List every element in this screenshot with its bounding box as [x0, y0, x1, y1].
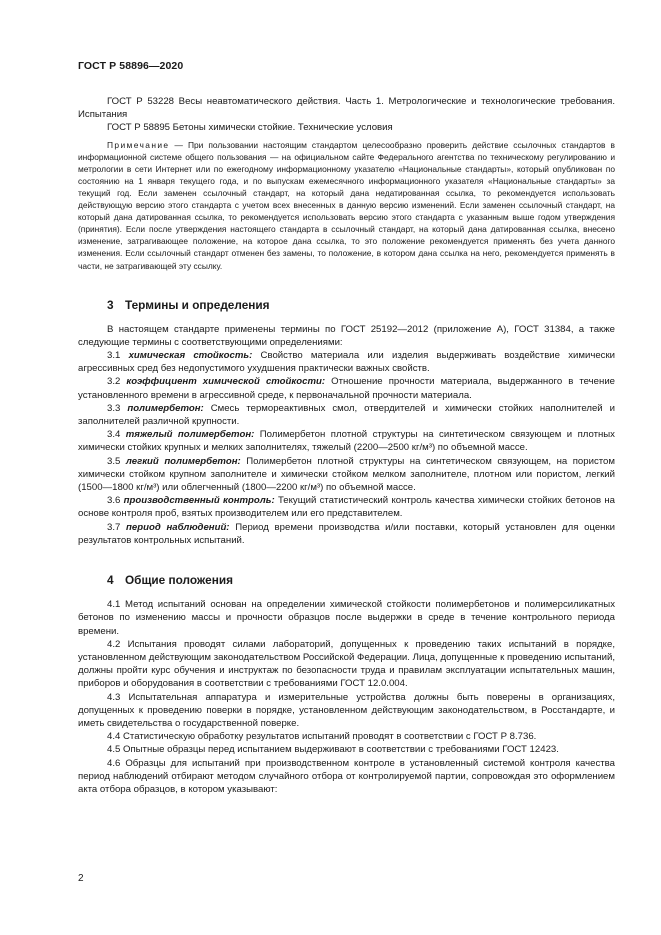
term-definition [78, 402, 615, 428]
section-3-heading [78, 298, 615, 312]
page-content [78, 95, 615, 796]
term-number: 3.3 [107, 402, 121, 414]
term-name: полимербетон: [127, 402, 204, 414]
term-name: период наблюдений: [126, 521, 230, 533]
section-4-heading [78, 573, 615, 587]
section-4-number: 4 [107, 573, 114, 588]
clause-4-2: 4.2 Испытания проводят силами лабораторий, допущенных к проведению таких испытаний в порядке, установленном действующим законодательством Российской Федерации. Лица, допущенные к проведению испытаний, должны пройти курс обучения и инструктаж по безопасности труда и правилам эксплуатации испытательных машин, приборов и оборудования в соответствии с требованиями ГОСТ 12.0.004. [78, 638, 615, 690]
term-text: Период времени производства и/или поставки, который установлен для оценки результатов контрольных испытаний. [78, 521, 616, 546]
section-4-title: Общие положения [125, 573, 233, 588]
section-3-number: 3 [107, 297, 114, 312]
clause-4-3: 4.3 Испытательная аппаратура и измерительные устройства должны быть поверены в организациях, допущенных к проведению поверки в порядке, установленном действующим законодательством, в Росстандарте, и иметь свидетельства о государственной поверке. [78, 691, 615, 729]
note-label: Примечание [107, 139, 170, 150]
term-number: 3.5 [107, 455, 121, 467]
term-number: 3.2 [107, 376, 121, 388]
term-text: Отношение прочности материала, выдержанного в течение установленного времени в агрессивной среде, к первоначальной прочности материала. [78, 376, 616, 401]
term-text: Смесь термореактивных смол, отвердителей и химически стойких наполнителей и заполнителей различной крупности. [78, 402, 615, 428]
term-text: Свойство материала или изделия выдерживать воздействие химически агрессивных сред без недопустимого ухудшения практически важных свойств. [78, 350, 616, 375]
term-definition [78, 455, 615, 495]
term-definition [78, 521, 615, 547]
term-definition [78, 494, 615, 520]
term-definition [78, 349, 615, 375]
clause-4-4: 4.4 Статистическую обработку результатов испытаний проводят в соответствии с ГОСТ Р 8.736. [107, 731, 537, 743]
page-number: 2 [78, 873, 84, 884]
term-text: Полимербетон плотной структуры на синтетическом связующем и плотных химически стойких крупных и мелких заполнителях, тяжелый (2200—2500 кг/м³) по объемной массе. [78, 429, 615, 454]
term-name: коэффициент химической стойкости: [126, 376, 326, 388]
standard-header: ГОСТ Р 58896—2020 [78, 60, 184, 72]
section-3-intro: В настоящем стандарте применены термины по ГОСТ 25192—2012 (приложение А), ГОСТ 31384, а также следующие термины с соответствующими определениями: [78, 323, 615, 348]
term-number: 3.7 [107, 521, 121, 533]
term-number: 3.1 [107, 350, 121, 362]
term-definition [78, 428, 615, 454]
term-name: тяжелый полимербетон: [125, 429, 255, 441]
term-name: производственный контроль: [123, 495, 275, 507]
clause-4-6: 4.6 Образцы для испытаний при производственном контроле в установленный системой контроля качества период наблюдений отбирают методом случайного отбора от контролируемой партии, сопровождая это оформлением акта отбора образцов, в котором указывают: [78, 757, 615, 795]
term-text: Текущий статистический контроль качества химически стойких бетонов на основе контроля проб, взятых производителем или его представителем. [78, 495, 615, 520]
section-3-title: Термины и определения [125, 297, 270, 312]
term-definition [78, 375, 615, 401]
reference-gost-53228: ГОСТ Р 53228 Весы неавтоматического действия. Часть 1. Метрологические и технологические требования. Испытания [78, 96, 615, 121]
term-number: 3.6 [107, 495, 121, 507]
reference-note [78, 139, 615, 272]
clause-4-1: 4.1 Метод испытаний основан на определении химической стойкости полимербетонов и полимерсиликатных бетонов по изменению массы и прочности образцов после выдержки в среде в течение контрольного периода времени. [78, 599, 615, 637]
clause-4-5: 4.5 Опытные образцы перед испытанием выдерживают в соответствии с требованиями ГОСТ 12423. [107, 744, 559, 756]
term-text: Полимербетон плотной структуры на синтетическом связующем, на пористом химически стойком крупном заполнителе и химически стойком мелком заполнителе, плотном или пористом, легкий (1500—1800 кг/м³) или облегченный (1800—2200 кг/м³) по объемной массе. [78, 455, 615, 494]
reference-gost-58895: ГОСТ Р 58895 Бетоны химически стойкие. Технические условия [107, 122, 393, 134]
term-number: 3.4 [107, 429, 121, 441]
note-text: — При пользовании настоящим стандартом целесообразно проверить действие ссылочных стандартов в информационной системе общего пользования — на официальном сайте Федерального агентства по техническому регулированию и метрологии в сети Интернет или по ежегодному информационному указателю «Национальные стандарты», который опубликован по состоянию на 1 января текущего года, и по выпускам ежемесячного информационного указателя «Национальные стандарты» за текущий год. Если заменен ссылочный стандарт, на который дана недатированная ссылка, то рекомендуется использовать действующую версию этого стандарта с учетом всех внесенных в данную версию изменений. Если заменен ссылочный стандарт, на который дана датированная ссылка, то рекомендуется использовать версию этого стандарта с указанным выше годом утверждения (принятия). Если после утверждения настоящего стандарта в ссылочный стандарт, на который дана датированная ссылка, внесено изменение, затрагивающее положение, на которое дана ссылка, то это положение рекомендуется применять без учета данного изменения. Если ссылочный стандарт отменен без замены, то положение, в котором дана ссылка на него, рекомендуется применять в части, не затрагивающей эту ссылку. [78, 139, 615, 271]
term-name: легкий полимербетон: [125, 455, 241, 467]
term-name: химическая стойкость: [128, 350, 253, 362]
